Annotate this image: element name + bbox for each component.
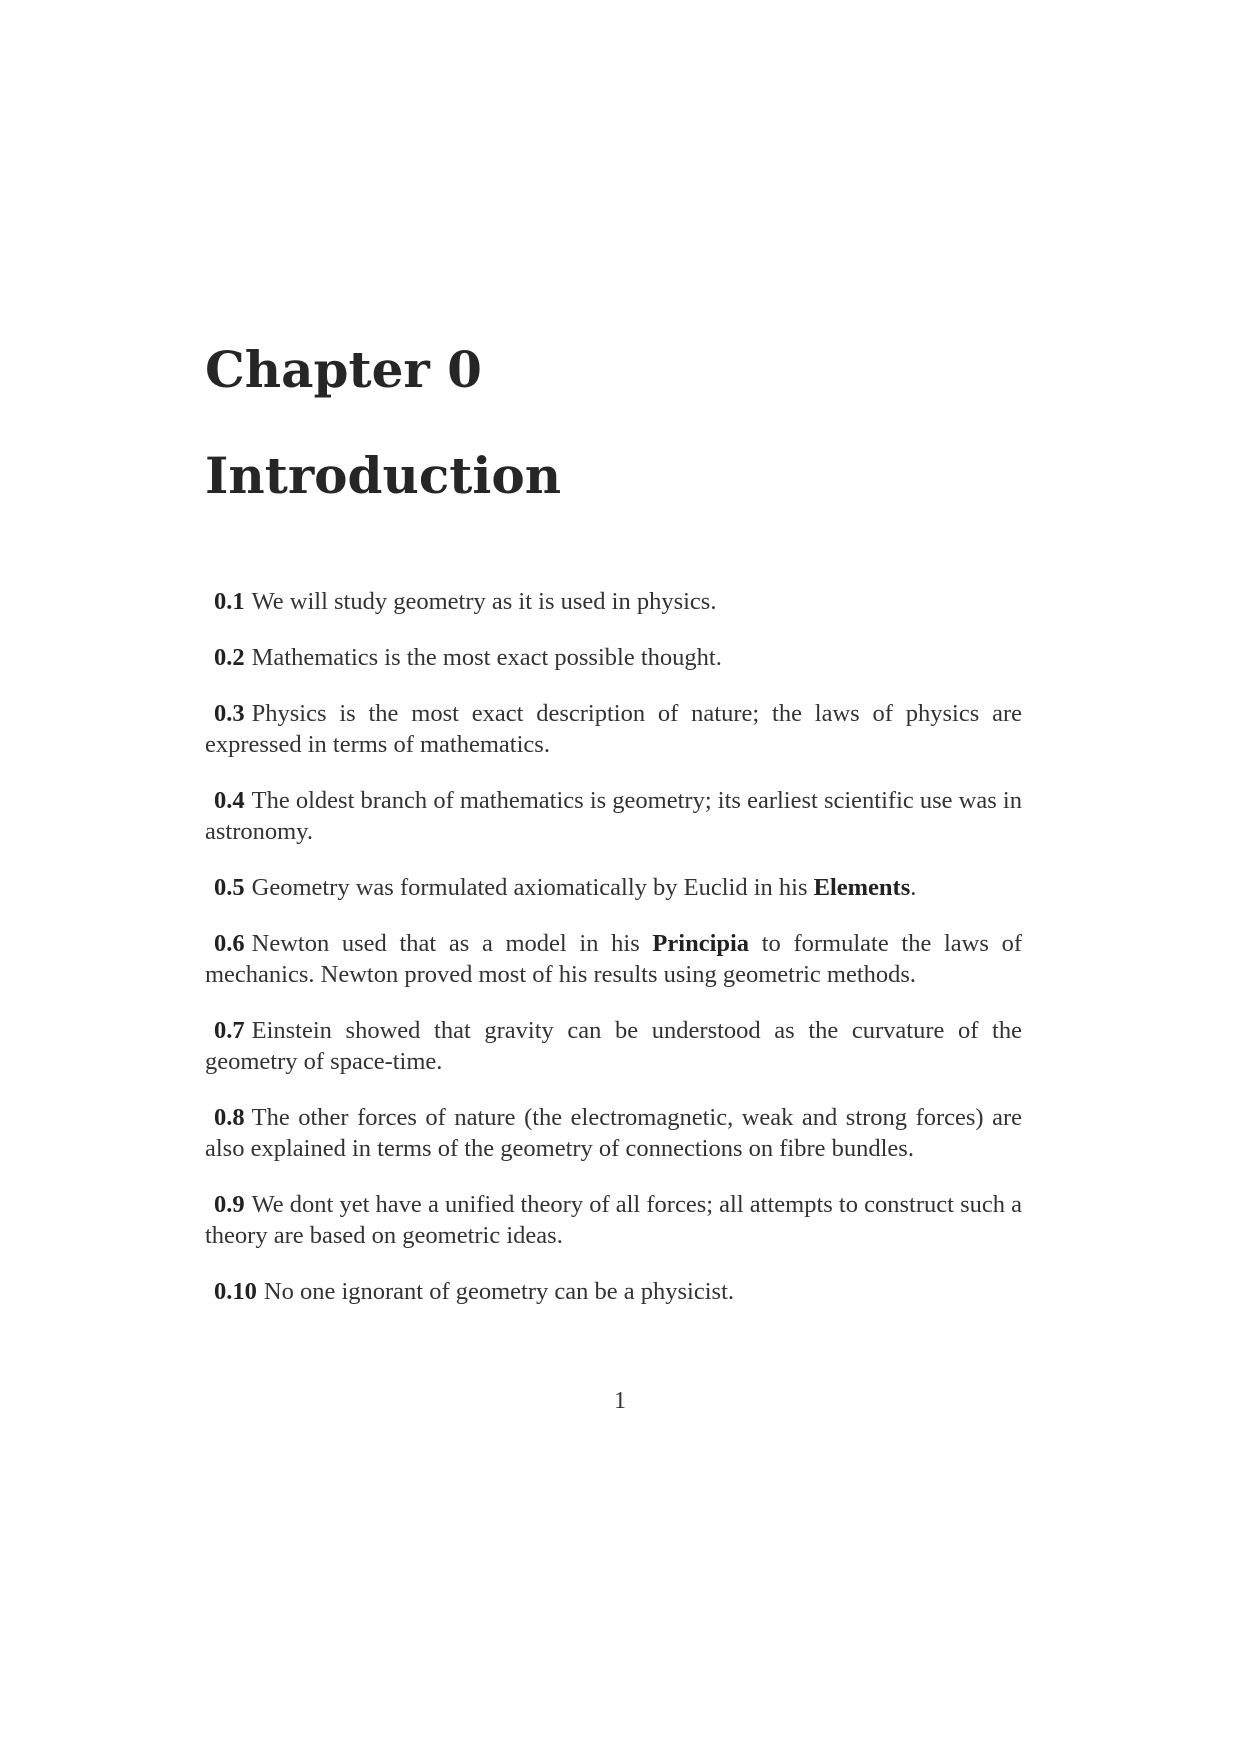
- paragraph-text-end: to formulate the laws of mechanics. Newton proved most of his results using geometric methods.: [205, 930, 1022, 988]
- paragraph-text: The oldest branch of mathematics is geometry; its earliest scientific use was in astronomy.: [205, 787, 1022, 845]
- book-title-principia: Principia: [652, 930, 750, 957]
- paragraph-0-8: [205, 1102, 1022, 1164]
- paragraph-0-1: [205, 586, 1022, 617]
- paragraph-number: 0.3: [214, 700, 245, 727]
- paragraph-0-10: [205, 1276, 1022, 1307]
- paragraph-text: Physics is the most exact description of nature; the laws of physics are expressed in terms of mathematics.: [205, 700, 1022, 758]
- paragraph-text: Geometry was formulated axiomatically by Euclid in his: [251, 874, 814, 901]
- paragraph-text: No one ignorant of geometry can be a physicist.: [263, 1278, 735, 1305]
- paragraph-number: 0.7: [214, 1017, 245, 1044]
- paragraph-0-2: [205, 642, 1022, 673]
- paragraph-number: 0.4: [214, 787, 245, 814]
- paragraph-text: Newton used that as a model in his: [251, 930, 653, 957]
- page-number: 1: [614, 1388, 626, 1414]
- paragraph-0-6: [205, 928, 1022, 990]
- paragraph-number: 0.2: [214, 644, 245, 671]
- paragraph-0-4: [205, 785, 1022, 847]
- paragraph-text: Einstein showed that gravity can be understood as the curvature of the geometry of space-time.: [205, 1017, 1022, 1075]
- paragraph-text-end: .: [910, 874, 917, 901]
- book-title-elements: Elements: [813, 874, 911, 901]
- paragraph-number: 0.10: [214, 1278, 257, 1305]
- paragraph-text: Mathematics is the most exact possible thought.: [251, 644, 722, 671]
- paragraph-0-3: [205, 698, 1022, 760]
- paragraph-0-5: [205, 872, 1022, 903]
- paragraph-number: 0.1: [214, 588, 245, 615]
- paragraph-number: 0.9: [214, 1191, 245, 1218]
- paragraph-text: We dont yet have a unified theory of all forces; all attempts to construct such a theory are based on geometric ideas.: [205, 1191, 1022, 1249]
- paragraph-text: We will study geometry as it is used in physics.: [251, 588, 717, 615]
- paragraph-number: 0.8: [214, 1104, 245, 1131]
- paragraph-number: 0.6: [214, 930, 245, 957]
- paragraph-text: The other forces of nature (the electromagnetic, weak and strong forces) are also explained in terms of the geometry of connections on fibre bundles.: [205, 1104, 1022, 1162]
- paragraph-number: 0.5: [214, 874, 245, 901]
- chapter-label: Chapter 0: [205, 340, 482, 399]
- chapter-title: Introduction: [205, 446, 562, 505]
- paragraph-0-7: [205, 1015, 1022, 1077]
- paragraph-0-9: [205, 1189, 1022, 1251]
- numbered-paragraph-list: [205, 586, 1022, 1332]
